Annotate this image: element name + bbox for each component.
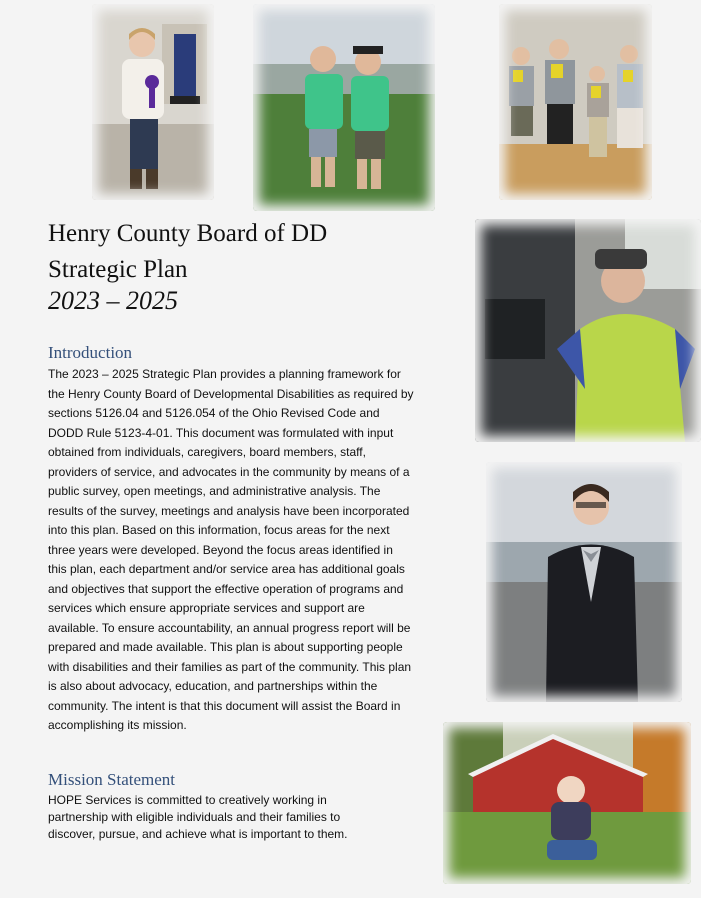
- introduction-heading: Introduction: [48, 343, 133, 362]
- document-years: 2023 – 2025: [48, 286, 178, 315]
- photo-green-shirts: [253, 4, 435, 211]
- introduction-text: The 2023 – 2025 Strategic Plan provides a planning framework for the Henry County Board of Developmental Disabilities as required by sections 5126.04 and 5126.054 of the Ohio Revised Code and DODD Rule 5123-4-01. This document was formulated with input obtained from individuals, caregivers, board members, staff, providers of service, and advocates in the community by means of a public survey, open meetings, and administrative analysis. The results of the survey, meetings and analysis have been incorporated into this plan. Based on this information, focus areas for the next three years were developed. Beyond the focus areas identified in this plan, each department and/or service area has additional goals and objectives that support the effective operation of programs and services which ensure appropriate services and support are available. To ensure accountability, an annual progress report will be prepared and made available. This plan is about supporting people with disabilities and their families as part of the community. This plan is also about advocacy, education, and partnerships within the community. The intent is that this document will assist the Board in accomplishing its mission.: [48, 367, 414, 732]
- document-title: Henry County Board of DD: [48, 220, 328, 247]
- photo-trophy-winner: [92, 4, 214, 200]
- photo-group-with-books: [499, 4, 652, 200]
- document-subtitle: Strategic Plan: [48, 256, 188, 283]
- photo-young-man-suit: [486, 462, 682, 702]
- photo-safety-vest-worker: [475, 219, 701, 442]
- mission-heading: Mission Statement: [48, 770, 176, 789]
- mission-text: HOPE Services is committed to creatively working in partnership with eligible individuals and their families to discover, pursue, and achieve what is important to them.: [48, 793, 348, 841]
- photo-toddler-red-barn: [443, 722, 691, 884]
